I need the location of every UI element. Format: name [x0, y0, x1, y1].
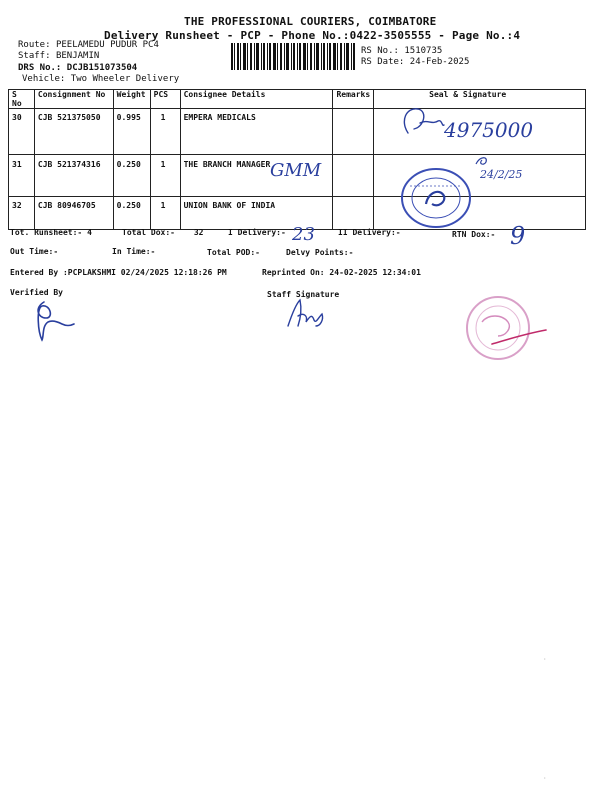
vehicle-label: Vehicle: [22, 74, 66, 84]
entered-by: Entered By :PCPLAKSHMI 02/24/2025 12:18:26 PM [10, 268, 227, 277]
cell-weight: 0.250 [113, 155, 150, 197]
cell-consignee: UNION BANK OF INDIA [180, 197, 333, 230]
total-dox-value: 32 [193, 228, 204, 237]
cell-sno: 32 [9, 197, 35, 230]
col-pcs: PCS [150, 90, 180, 109]
ii-delivery-label: II Delivery:- [338, 228, 401, 237]
route-label: Route: [18, 40, 51, 50]
cell-pcs: 1 [150, 197, 180, 230]
total-pod-label: Total POD:- [207, 248, 260, 257]
staff-signature-mark [282, 296, 332, 330]
scan-speck: · [543, 775, 547, 782]
rtn-dox-handwritten-value [508, 220, 538, 250]
cell-pcs: 1 [150, 155, 180, 197]
total-dox [122, 228, 203, 237]
cell-remarks [333, 197, 374, 230]
reprinted-on: Reprinted On: 24-02-2025 12:34:01 [262, 268, 421, 277]
svg-text:9: 9 [510, 222, 526, 250]
cell-consignee: THE BRANCH MANAGER [180, 155, 333, 197]
rs-date-label: RS Date: [361, 57, 405, 67]
drs-value: DCJB151073504 [66, 63, 138, 73]
col-seal-signature: Seal & Signature [374, 90, 586, 109]
vehicle-line [22, 74, 179, 84]
route-value: PEELAMEDU PUDUR PC4 [55, 40, 159, 50]
cell-sno: 31 [9, 155, 35, 197]
staff-signature-label: Staff Signature [267, 290, 340, 299]
cell-remarks [333, 155, 374, 197]
rs-date-value: 24-Feb-2025 [409, 57, 470, 67]
cell-consignment: CJB 80946705 [34, 197, 113, 230]
staff-label: Staff: [18, 51, 51, 61]
i-delivery-handwritten-value [290, 220, 330, 244]
row2-date-text: 24/2/25 [480, 168, 523, 181]
cell-consignee: EMPERA MEDICALS [180, 109, 333, 155]
out-time-label: Out Time:- [10, 247, 59, 256]
tot-runsheet: Tot. Runsheet:- 4 [10, 228, 92, 237]
row1-amount-text: 4975000 [444, 118, 534, 142]
cell-consignment: CJB 521374316 [34, 155, 113, 197]
rs-date-line [361, 57, 469, 67]
row2-handwritten-signature [268, 154, 338, 182]
verified-by-signature [28, 296, 84, 346]
staff-line [18, 51, 99, 61]
col-weight: Weight [113, 90, 150, 109]
i-delivery-label: I Delivery:- [228, 228, 286, 237]
rtn-dox-label: RTN Dox:- [452, 230, 496, 239]
runsheet-title: Delivery Runsheet - PCP - Phone No.:0422-3505555 - Page No.:4 [104, 29, 521, 42]
rs-no-line [361, 46, 442, 56]
verified-by-label: Verified By [10, 288, 63, 297]
pink-seal-stamp [462, 292, 552, 368]
cell-weight: 0.250 [113, 197, 150, 230]
row1-handwritten-signature [398, 103, 558, 143]
rs-no-value: 1510735 [404, 46, 443, 56]
row2-sig-text: GMM [270, 160, 322, 181]
cell-pcs: 1 [150, 109, 180, 155]
total-dox-label: Total Dox:- [122, 228, 175, 237]
cell-weight: 0.995 [113, 109, 150, 155]
drs-line [18, 63, 137, 73]
svg-text:23: 23 [292, 224, 315, 244]
col-consignment: Consignment No [34, 90, 113, 109]
col-consignee: Consignee Details [180, 90, 333, 109]
rs-no-label: RS No.: [361, 46, 399, 56]
cell-sno: 30 [9, 109, 35, 155]
route-line [18, 40, 159, 50]
barcode [231, 43, 355, 70]
row2-date-signature [470, 150, 540, 182]
company-name: THE PROFESSIONAL COURIERS, COIMBATORE [184, 15, 437, 28]
delvy-points-label: Delvy Points:- [286, 248, 354, 257]
col-remarks: Remarks [333, 90, 374, 109]
cell-consignment: CJB 521375050 [34, 109, 113, 155]
bank-seal-stamp [398, 166, 474, 230]
col-sno: S No [9, 90, 35, 109]
in-time-label: In Time:- [112, 247, 156, 256]
vehicle-value: Two Wheeler Delivery [70, 74, 180, 84]
drs-label: DRS No.: [18, 63, 62, 73]
cell-remarks [333, 109, 374, 155]
staff-value: BENJAMIN [55, 51, 100, 61]
scan-speck: · [543, 656, 547, 663]
